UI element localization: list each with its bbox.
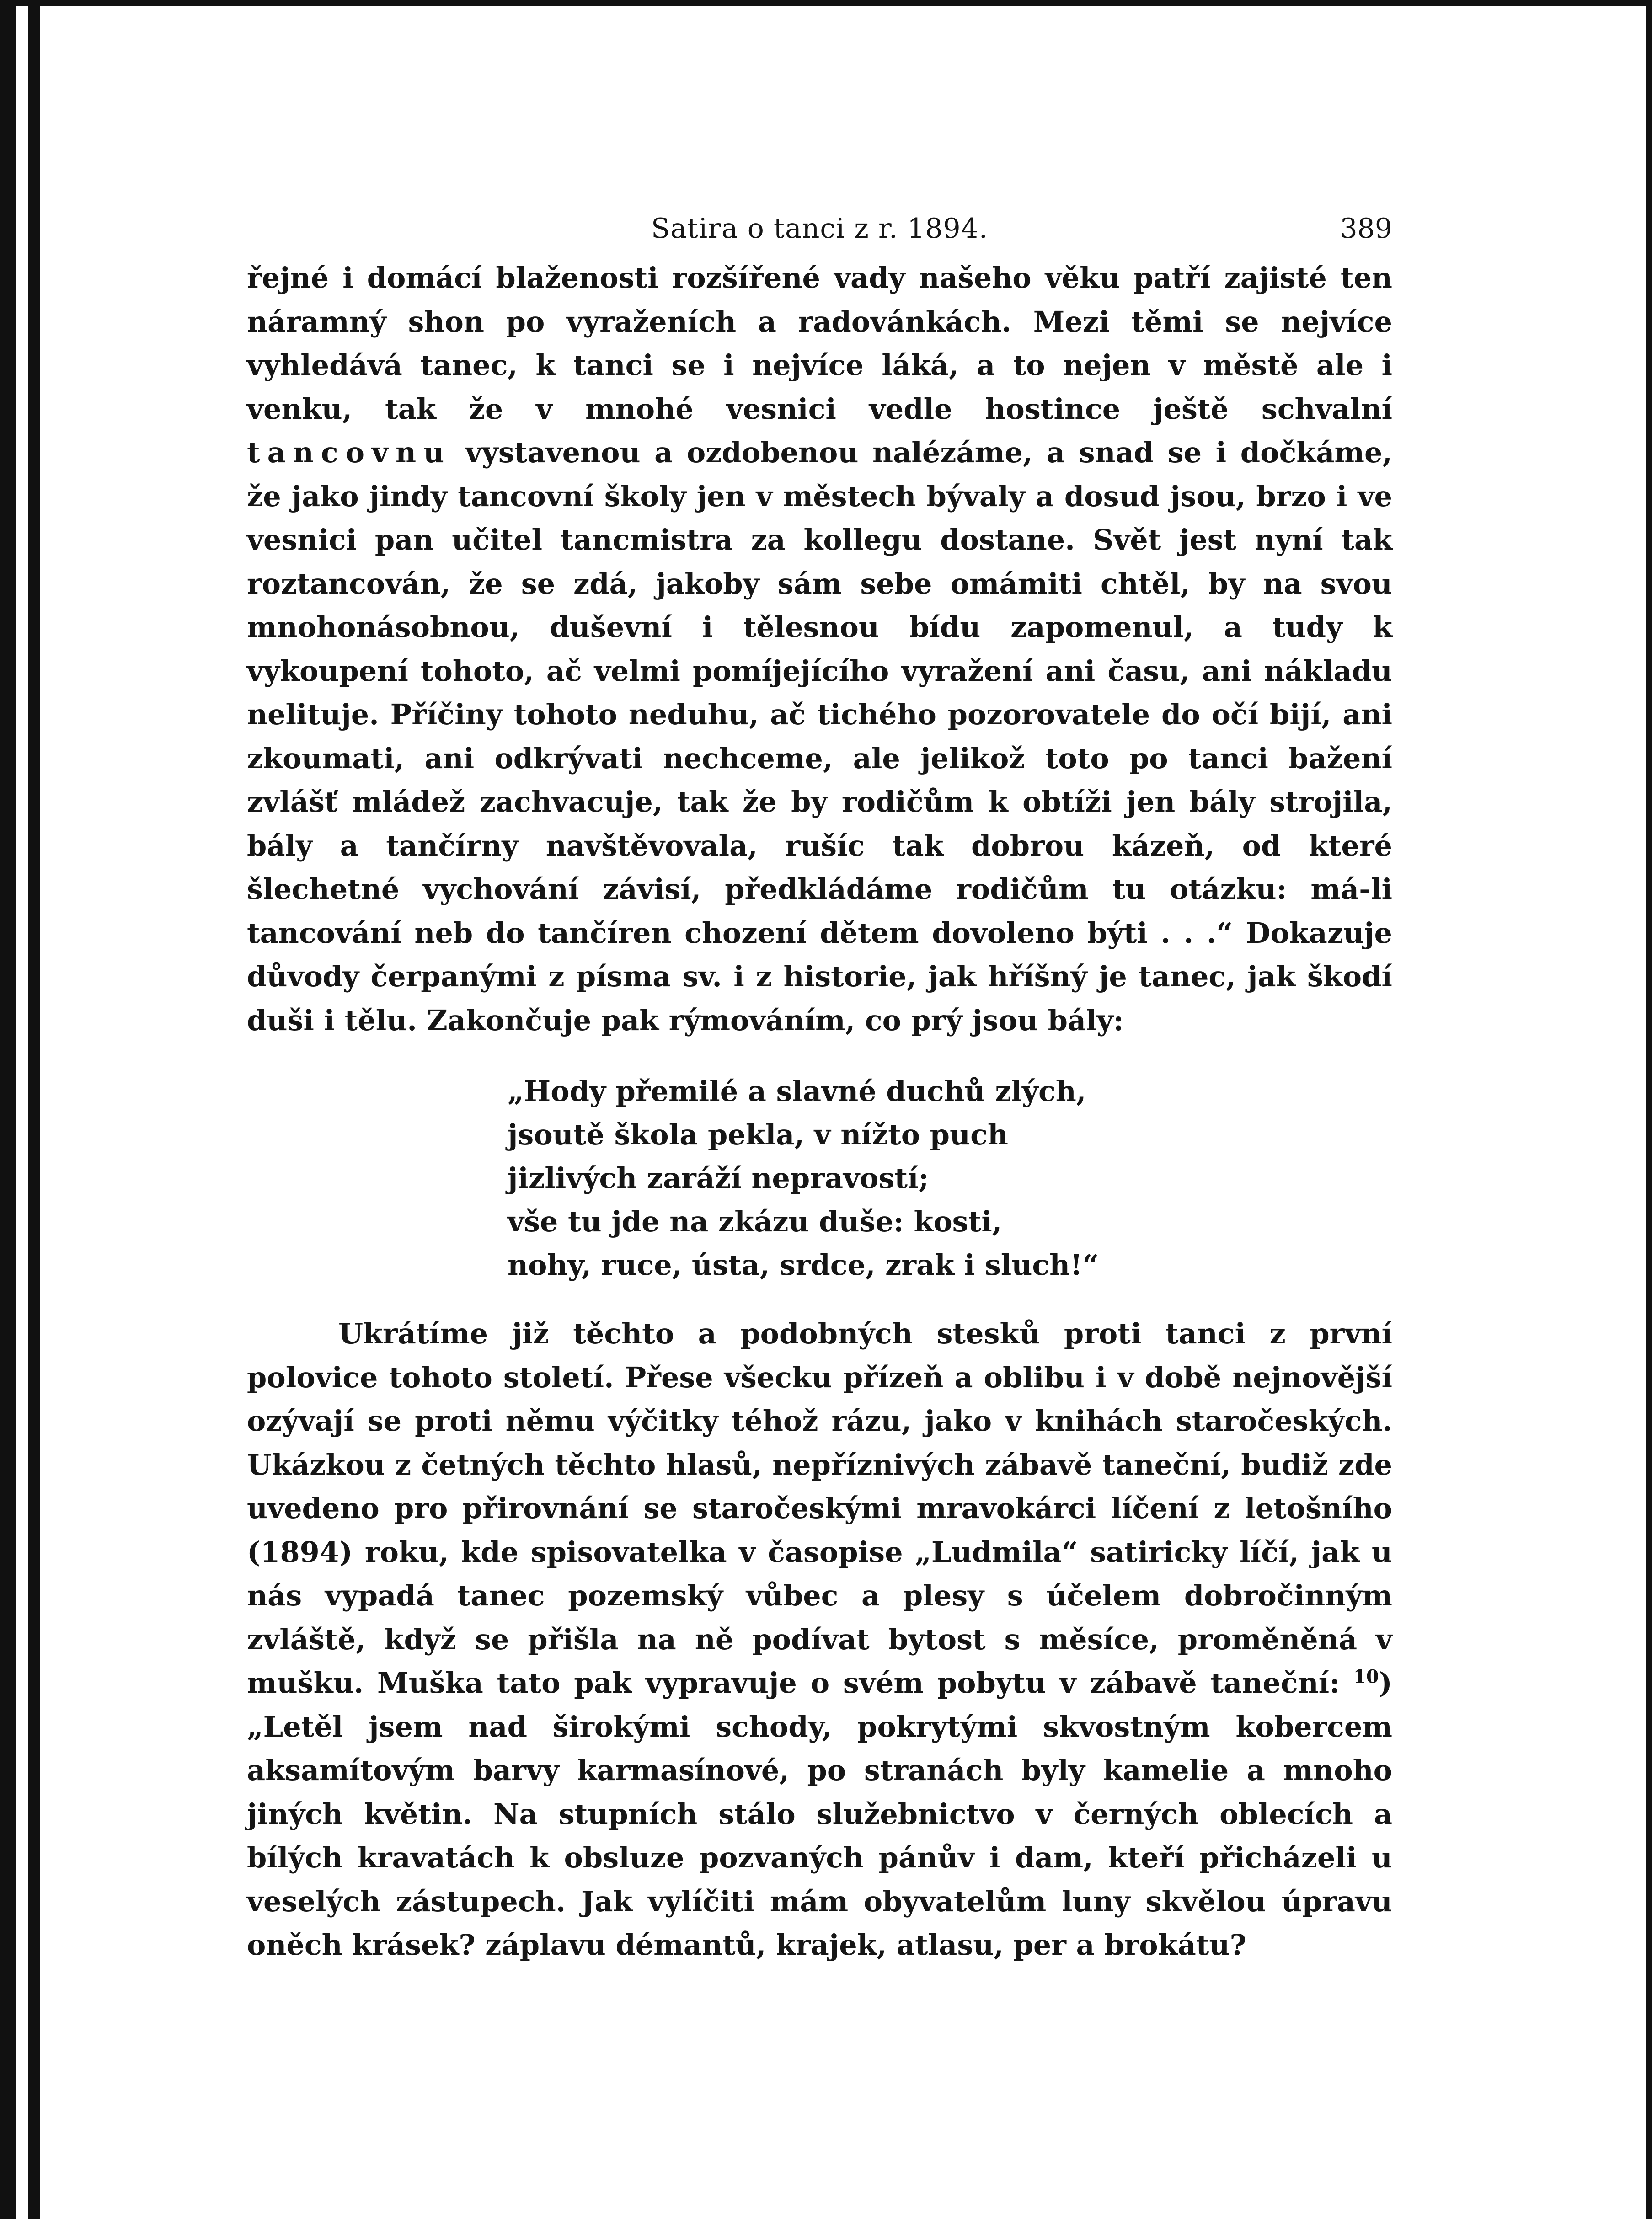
paragraph-text: ) „Letěl jsem nad širokými schody, pokrytými skvostným kobercem aksamítovým barvy karmasínové, po stranách byly kamelie a mnoho jiných květin. Na stupních stálo služebnictvo v černých oblecích a bílých kravatách k obsluze pozvaných pánův i dam, kteří přicházeli u veselých zástupech. Jak vylíčiti mám obyvatelům luny skvělou úpravu oněch krásek? záplavu démantů, krajek, atlasu, per a brokátu?: [247, 1666, 1392, 1962]
running-header: [247, 201, 1392, 256]
body-text: [247, 256, 1392, 1967]
scan-edge-left: [0, 0, 16, 2219]
running-title: Satira o tanci z r. 1894.: [651, 213, 988, 245]
paragraph-text: Ukrátíme již těchto a podobných stesků proti tanci z první polovice tohoto století. Přese všecku přízeň a oblibu i v době nejnovější ozývají se proti němu výčitky téhož rázu, jako v knihách staročeských. Ukázkou z četných těchto hlasů, nepříznivých zábavě taneční, budiž zde uvedeno pro přirovnání se staročeskými mravokárci líčení z letošního (1894) roku, kde spisovatelka v časopise „Ludmila“ satiricky líčí, jak u nás vypadá tanec pozemský vůbec a plesy s účelem dobročinným zvláště, když se přišla na ně podívat bytost s měsíce, proměněná v mušku. Muška tato pak vypravuje o svém pobytu v zábavě taneční:: [247, 1317, 1392, 1700]
paragraph-text: řejné i domácí blaženosti rozšířené vady našeho věku patří zajisté ten náramný shon po vyraženích a radovánkách. Mezi těmi se nejvíce vyhledává tanec, k tanci se i nejvíce láká, a to nejen v městě ale i venku, tak že v mnohé vesnici vedle hostince ještě schvalní: [247, 261, 1392, 426]
footnote-reference[interactable]: 10: [1353, 1666, 1379, 1688]
paragraph-text: vystavenou a ozdobenou nalézáme, a snad se i dočkáme, že jako jindy tancovní školy jen v městech bývaly a dosud jsou, brzo i ve vesnici pan učitel tancmistra za kollegu dostane. Svět jest nyní tak roztancován, že se zdá, jakoby sám sebe omámiti chtěl, by na svou mnohonásobnou, duševní i tělesnou bídu zapomenul, a tudy k vykoupení tohoto, ač velmi pomíjejícího vyražení ani času, ani nákladu nelituje. Příčiny tohoto neduhu, ač tichého pozorovatele do očí bijí, ani zkoumati, ani odkrývati nechceme, ale jelikož toto po tanci bažení zvlášť mládež zachvacuje, tak že by rodičům k obtíži jen bály strojila, bály a tančírny navštěvovala, rušíc tak dobrou kázeň, od které šlechetné vychování závisí, předkládáme rodičům tu otázku: má-li tancování neb do tančíren chození dětem dovoleno býti . . .“ Dokazuje důvody čerpanými z písma sv. i z historie, jak hříšný je tanec, jak škodí duši i tělu. Zakončuje pak rýmováním, co prý jsou bály:: [247, 436, 1392, 1037]
verse-line: nohy, ruce, ústa, srdce, zrak i sluch!“: [508, 1248, 1099, 1282]
scan-edge-left-inner: [28, 0, 40, 2219]
verse-line: jizlivých zaráží nepravostí;: [508, 1161, 929, 1195]
verse-line: jsoutě škola pekla, v nížto puch: [508, 1118, 1008, 1151]
scan-edge-top: [0, 0, 1652, 6]
emphasized-word: tancovnu: [247, 436, 452, 469]
book-page: [247, 201, 1392, 1967]
paragraph: [247, 256, 1392, 1042]
scan-edge-right: [1646, 0, 1652, 2219]
verse-line: „Hody přemilé a slavné duchů zlých,: [508, 1075, 1086, 1108]
page-number: 389: [1340, 213, 1392, 245]
verse-quotation: [508, 1069, 1392, 1287]
paragraph: [247, 1312, 1392, 1967]
verse-line: vše tu jde na zkázu duše: kosti,: [508, 1205, 1002, 1238]
